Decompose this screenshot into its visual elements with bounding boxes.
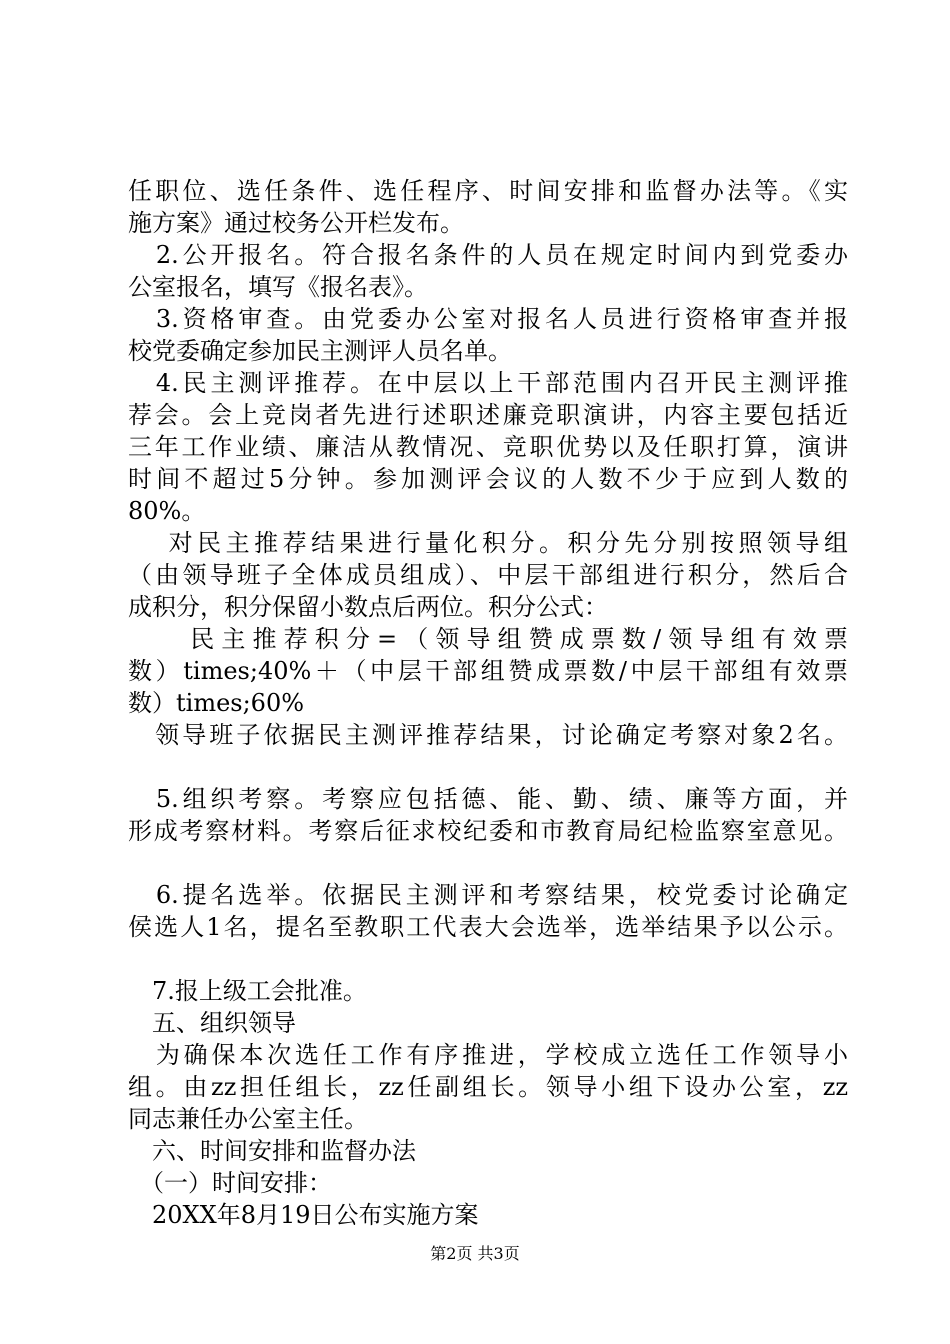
text-line: 6.提名选举。依据民主测评和考察结果，校党委讨论确定 <box>128 881 848 909</box>
text-line: 时间不超过5分钟。参加测评会议的人数不少于应到人数的 <box>128 465 848 493</box>
text-line: 20XX年8月19日公布实施方案 <box>128 1201 479 1229</box>
text-line: 3.资格审查。由党委办公室对报名人员进行资格审查并报 <box>128 305 848 333</box>
text-line: 校党委确定参加民主测评人员名单。 <box>128 337 512 365</box>
text-line: 为确保本次选任工作有序推进，学校成立选任工作领导小 <box>128 1041 848 1069</box>
text-line: 2.公开报名。符合报名条件的人员在规定时间内到党委办 <box>128 241 848 269</box>
text-line: 成积分，积分保留小数点后两位。积分公式： <box>128 593 608 621</box>
page-number-footer: 第2页 共3页 <box>430 1244 520 1263</box>
text-line: 施方案》通过校务公开栏发布。 <box>128 209 464 237</box>
text-line: 形成考察材料。考察后征求校纪委和市教育局纪检监察室意见。 <box>128 817 848 845</box>
text-line: 4.民主测评推荐。在中层以上干部范围内召开民主测评推 <box>128 369 848 397</box>
text-line: 5.组织考察。考察应包括德、能、勤、绩、廉等方面，并 <box>128 785 848 813</box>
formula-line: 数）times;60% <box>128 689 305 717</box>
text-line: 三年工作业绩、廉洁从教情况、竞职优势以及任职打算，演讲 <box>128 433 848 461</box>
text-line: 荐会。会上竞岗者先进行述职述廉竞职演讲，内容主要包括近 <box>128 401 848 429</box>
section-heading: 五、组织领导 <box>128 1009 296 1037</box>
text-line: （由领导班子全体成员组成）、中层干部组进行积分，然后合 <box>128 561 848 589</box>
formula-line: 民主推荐积分=（领导组赞成票数/领导组有效票 <box>128 625 848 653</box>
text-line: 对民主推荐结果进行量化积分。积分先分别按照领导组 <box>128 529 848 557</box>
text-line: 领导班子依据民主测评推荐结果，讨论确定考察对象2名。 <box>128 721 848 749</box>
text-line: 80%。 <box>128 497 206 525</box>
text-line: 组。由zz担任组长，zz任副组长。领导小组下设办公室，zz <box>128 1073 848 1101</box>
text-line: 同志兼任办公室主任。 <box>128 1105 368 1133</box>
formula-line: 数）times;40%＋（中层干部组赞成票数/中层干部组有效票 <box>128 657 848 685</box>
section-heading: 六、时间安排和监督办法 <box>128 1137 416 1165</box>
text-line: 任职位、选任条件、选任程序、时间安排和监督办法等。《实 <box>128 177 848 205</box>
text-line: 7.报上级工会批准。 <box>128 977 367 1005</box>
text-line: 侯选人1名，提名至教职工代表大会选举，选举结果予以公示。 <box>128 913 848 941</box>
text-line: 公室报名，填写《报名表》。 <box>128 273 428 301</box>
subsection-heading: （一）时间安排： <box>128 1169 332 1197</box>
